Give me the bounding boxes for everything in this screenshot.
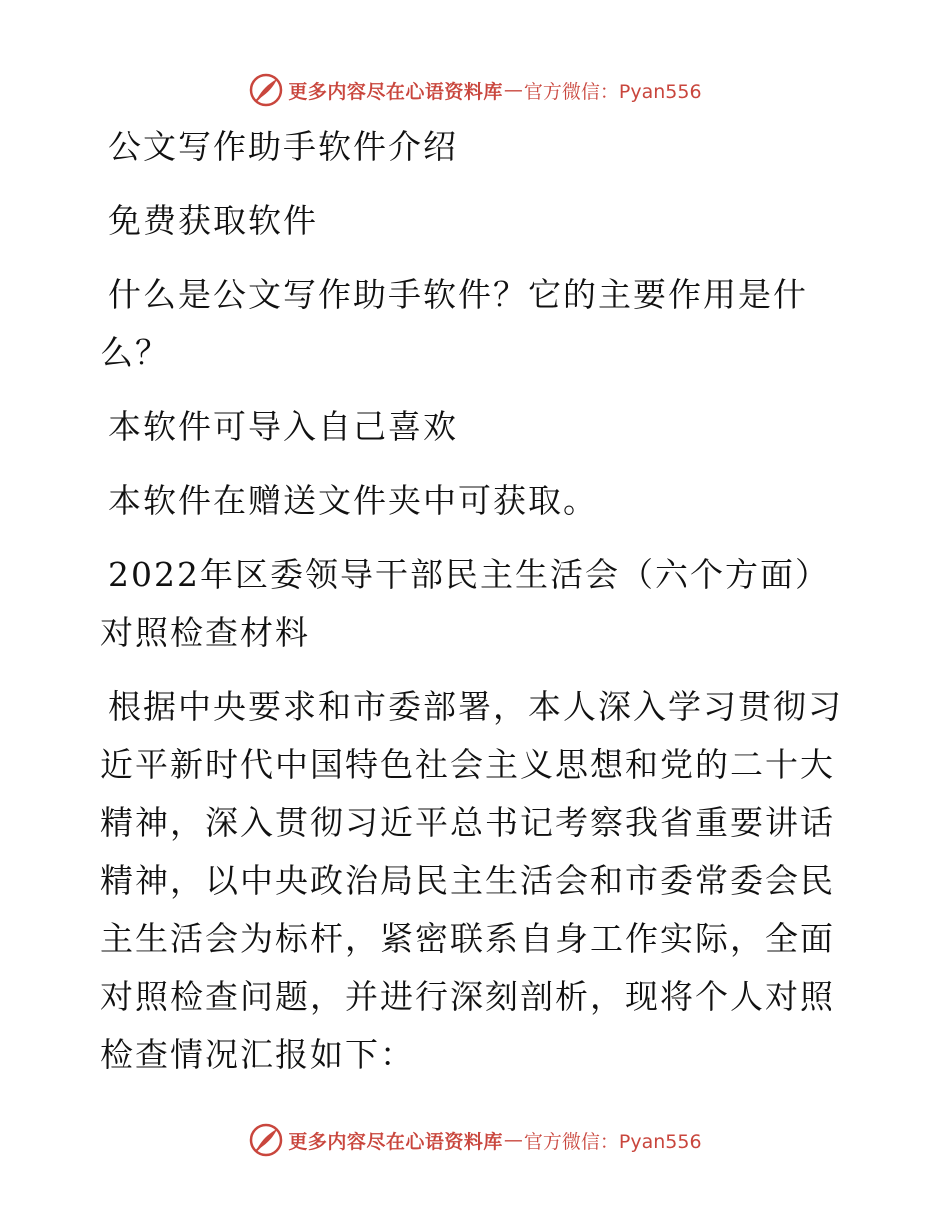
header-watermark xyxy=(0,70,950,110)
doc-title-line: 公文写作助手软件介绍 xyxy=(108,127,458,166)
feather-pen-logo-icon xyxy=(248,1122,284,1158)
report-heading: 2022年区委领导干部民主生活会（六个方面）对照检查材料 xyxy=(100,555,830,652)
question-line: 什么是公文写作助手软件？它的主要作用是什么？ xyxy=(100,275,808,372)
import-feature-line: 本软件可导入自己喜欢 xyxy=(108,407,458,446)
watermark-text: 更多内容尽在心语资料库 xyxy=(288,1130,503,1153)
watermark-separator: — xyxy=(503,79,523,101)
watermark-text: 更多内容尽在心语资料库 xyxy=(288,80,503,103)
free-software-line: 免费获取软件 xyxy=(108,201,318,240)
footer-watermark xyxy=(0,1120,950,1160)
report-intro-paragraph: 根据中央要求和市委部署，本人深入学习贯彻习近平新时代中国特色社会主义思想和党的二十大精神，深入贯彻习近平总书记考察我省重要讲话精神，以中央政治局民主生活会和市委常委会民主生活会为标杆，紧密联系自身工作实际，全面对照检查问题，并进行深刻剖析，现将个人对照检查情况汇报如下： xyxy=(100,687,843,1074)
availability-line: 本软件在赠送文件夹中可获取。 xyxy=(108,481,598,520)
watermark-contact: 官方微信：Pyan556 xyxy=(523,1130,702,1153)
feather-pen-logo-icon xyxy=(248,72,284,108)
document-body xyxy=(100,118,860,1100)
watermark-separator: — xyxy=(503,1129,523,1151)
watermark-contact: 官方微信：Pyan556 xyxy=(523,80,702,103)
